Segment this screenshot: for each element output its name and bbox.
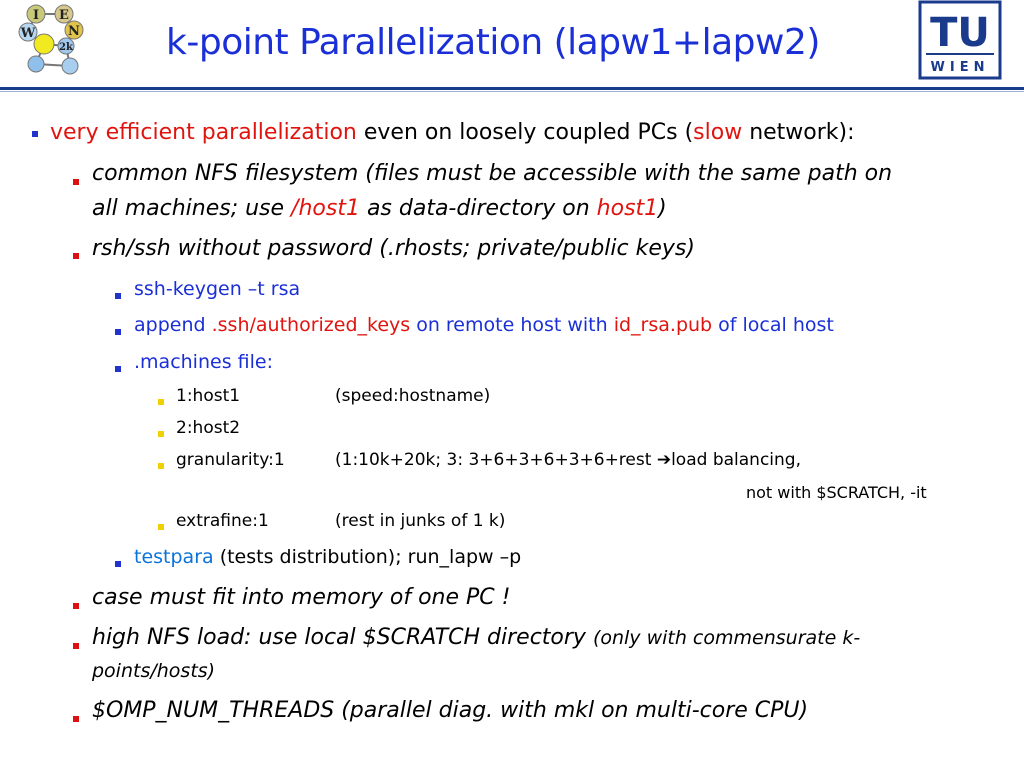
bullet-square-yellow <box>158 431 164 437</box>
machines-line-4-note: (rest in junks of 1 k) <box>335 511 506 531</box>
bullet-1e: $OMP_NUM_THREADS (parallel diag. with mkl on multi-core CPU) <box>92 698 809 723</box>
arrow-icon: ➔ <box>656 450 672 470</box>
bullet-1d-line1 <box>92 625 860 650</box>
text: append <box>134 314 212 336</box>
text: (tests distribution); run_lapw –p <box>213 546 522 568</box>
text: all machines; use <box>92 196 292 221</box>
logo-letter-e: E <box>59 8 69 23</box>
bullet-1a-line2 <box>92 196 667 221</box>
bullet-square-red <box>73 643 79 649</box>
text-slow: slow <box>693 120 743 145</box>
machines-line-1: 1:host1 <box>176 386 241 406</box>
bullet-1c: case must fit into memory of one PC ! <box>92 585 511 610</box>
text: high NFS load: use local $SCRATCH directory <box>92 625 593 650</box>
machines-line-3-note <box>335 450 801 470</box>
text: on remote host with <box>410 314 614 336</box>
machines-line-2: 2:host2 <box>176 418 241 438</box>
text: even on loosely coupled PCs ( <box>356 120 694 145</box>
bullet-square-yellow <box>158 463 164 469</box>
tu-wien-logo <box>918 0 1002 80</box>
text-end: network): <box>742 120 855 145</box>
bullet-square-red <box>73 716 79 722</box>
logo-letter-w: W <box>20 26 36 41</box>
logo-letter-n: N <box>68 24 80 39</box>
bullet-ssh-keygen: ssh-keygen –t rsa <box>134 278 301 300</box>
bullet-square-yellow <box>158 524 164 530</box>
bullet-square-red <box>73 179 79 185</box>
text-small: (only with commensurate k- <box>592 627 861 649</box>
text: as data-directory on <box>359 196 597 221</box>
bullet-square-blue <box>115 561 121 567</box>
slide-title: k-point Parallelization (lapw1+lapw2) <box>166 22 820 63</box>
machines-line-4: extrafine:1 <box>176 511 269 531</box>
id-rsa-pub: id_rsa.pub <box>613 314 713 336</box>
bullet-square-blue <box>115 329 121 335</box>
bullet-1b: rsh/ssh without password (.rhosts; private/public keys) <box>92 236 695 261</box>
bullet-1a-line1: common NFS filesystem (files must be accessible with the same path on <box>92 161 893 186</box>
bullet-square-blue <box>32 131 38 137</box>
testpara-cmd: testpara <box>134 546 214 568</box>
bullet-1 <box>50 120 855 145</box>
wien-logo-text: WIEN <box>930 60 990 75</box>
logo-letter-i: I <box>32 8 40 23</box>
bullet-square-blue <box>115 293 121 299</box>
bullet-1d-line2: points/hosts) <box>92 660 216 682</box>
title-rule-thin <box>0 91 1024 92</box>
bullet-testpara <box>134 546 521 568</box>
authorized-keys: .ssh/authorized_keys <box>211 314 411 336</box>
text: of local host <box>712 314 834 336</box>
title-rule <box>0 87 1024 90</box>
machines-line-3-subnote: not with $SCRATCH, -it <box>746 483 927 502</box>
bullet-square-yellow <box>158 399 164 405</box>
text: (1:10k+20k; 3: 3+6+3+6+3+6+rest <box>335 450 657 470</box>
bullet-square-red <box>73 253 79 259</box>
logo-letter-2k: 2k <box>59 42 73 53</box>
host1-path: /host1 <box>291 196 360 221</box>
wien2k-logo <box>14 2 88 76</box>
text-red: very efficient parallelization <box>50 120 357 145</box>
machines-line-3: granularity:1 <box>176 450 285 470</box>
machines-line-1-note: (speed:hostname) <box>335 386 491 406</box>
bullet-square-red <box>73 603 79 609</box>
host1: host1 <box>596 196 659 221</box>
bullet-machines-file: .machines file: <box>134 351 273 373</box>
text: load balancing, <box>671 450 801 470</box>
bullet-square-blue <box>115 366 121 372</box>
bullet-append <box>134 314 834 336</box>
tu-logo-text: TU <box>930 10 990 56</box>
text: ) <box>658 196 667 221</box>
